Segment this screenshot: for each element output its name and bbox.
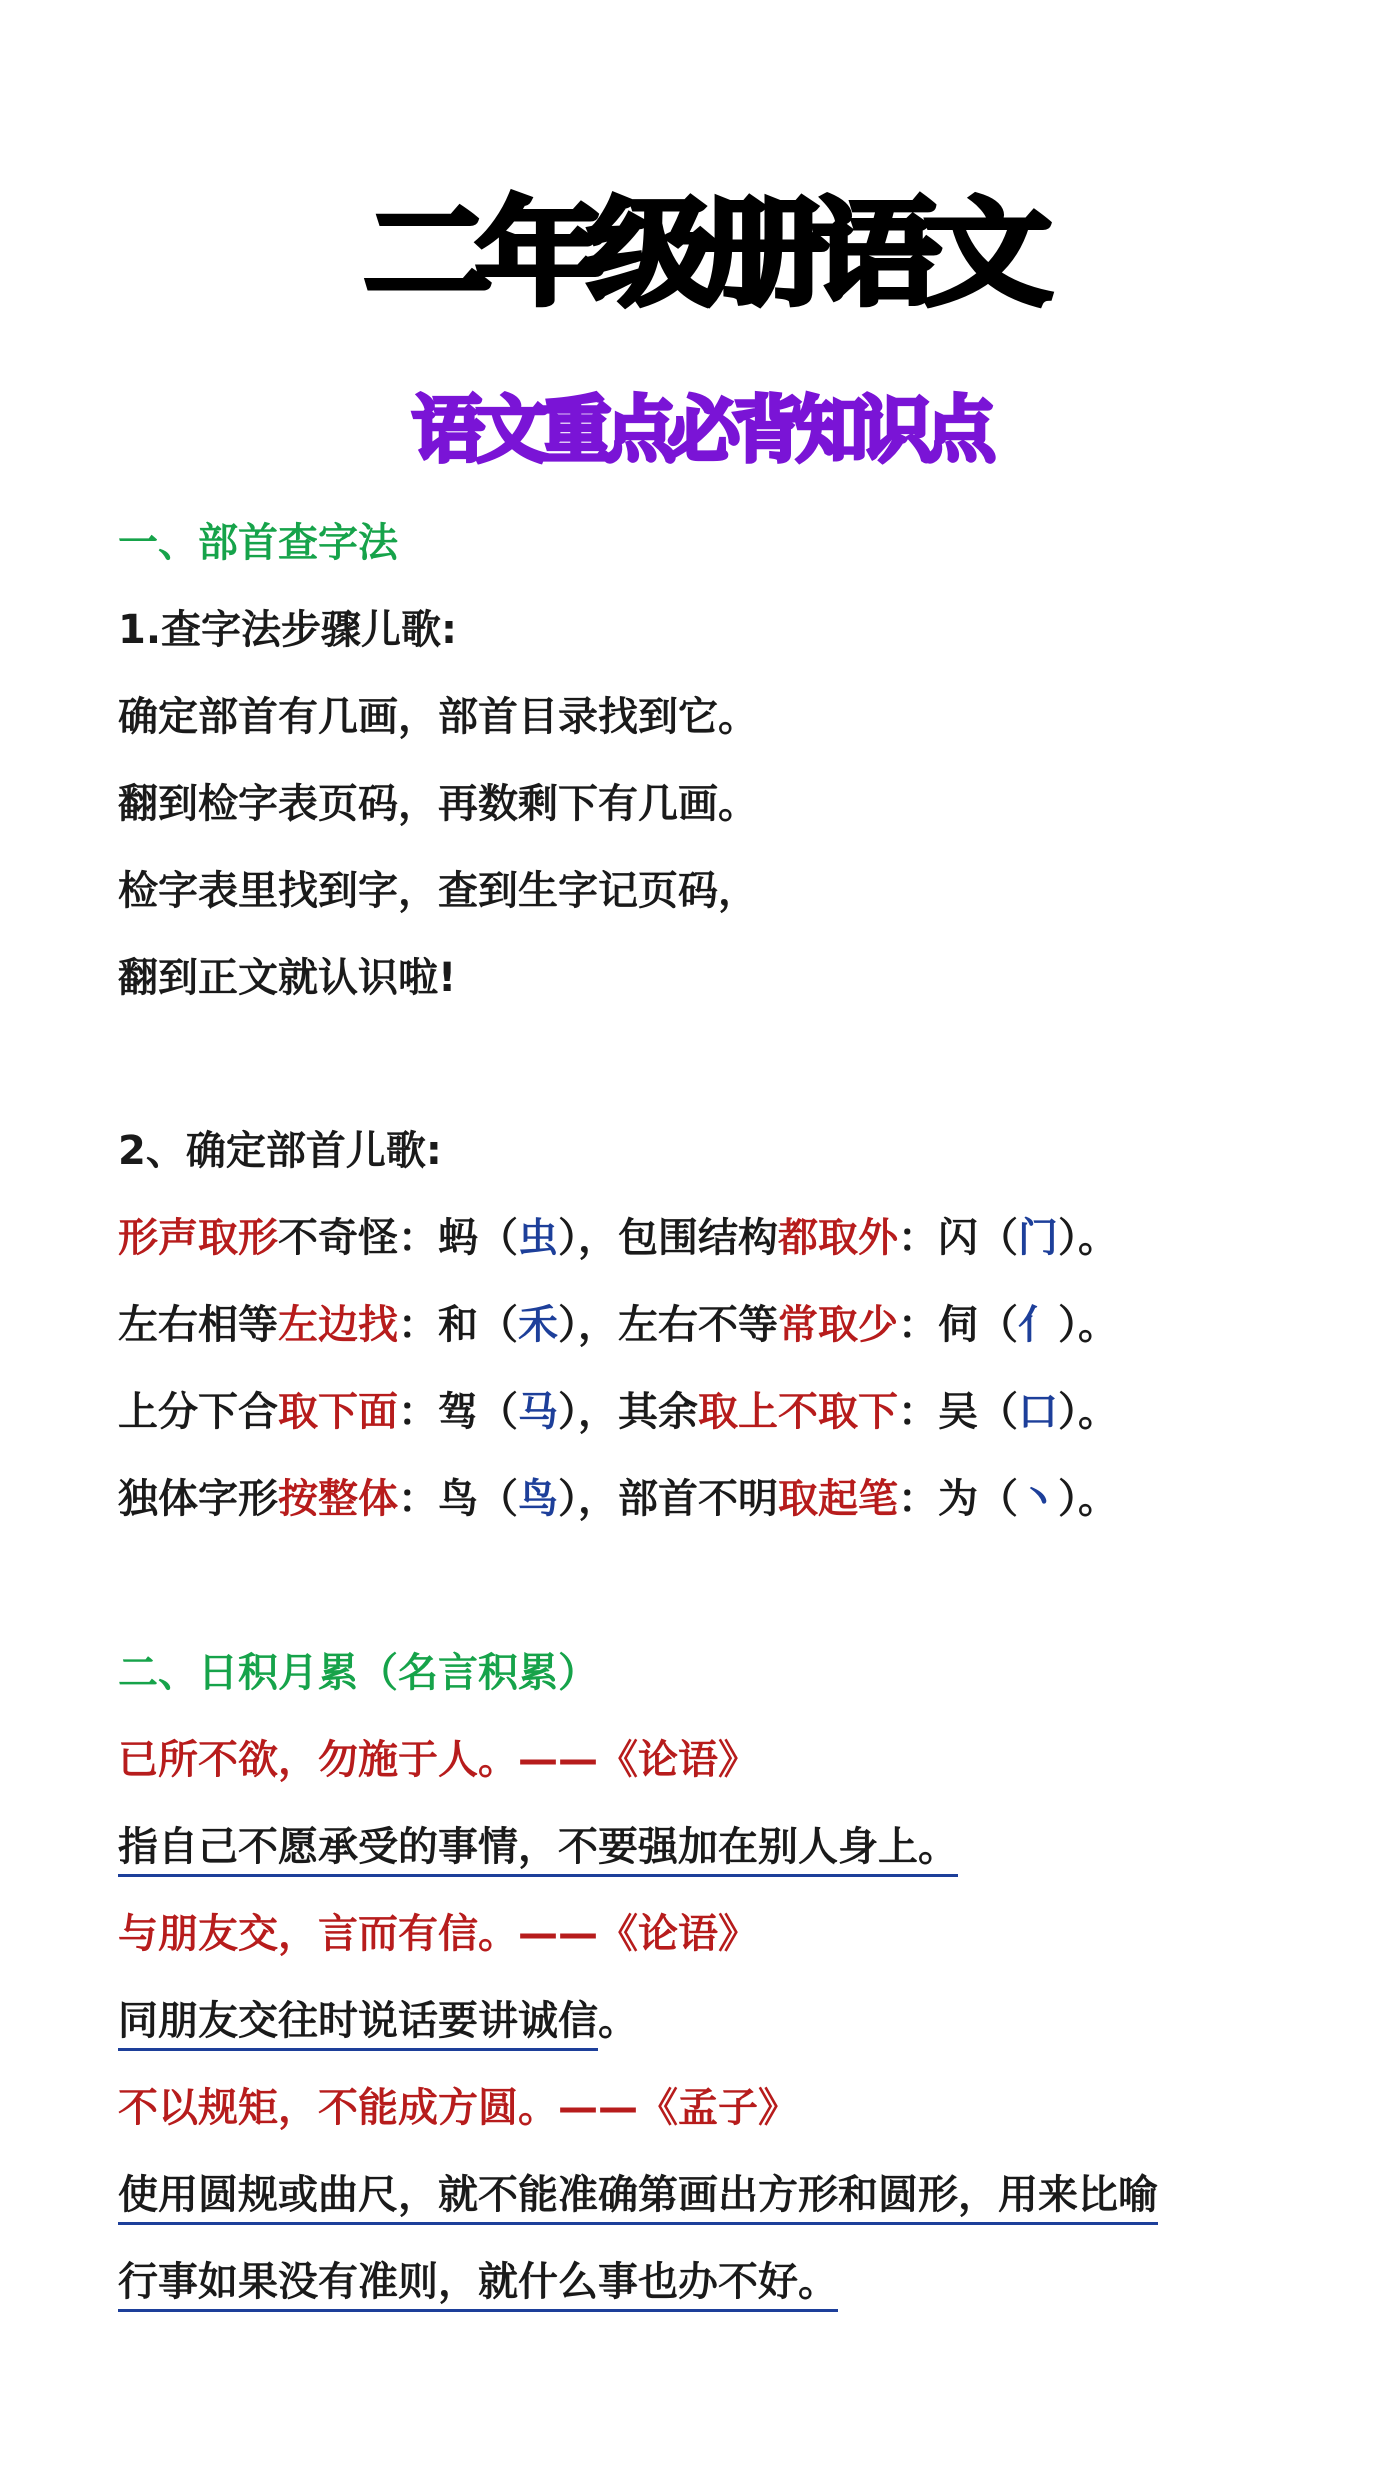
quote-line: 不以规矩，不能成方圆。——《孟子》 <box>118 2085 798 2131</box>
radical: 禾 <box>518 1302 558 1348</box>
explanation-punct: 。 <box>598 1998 638 2044</box>
rhyme-text: ：和（ <box>398 1302 518 1348</box>
rhyme-text: 左右相等 <box>118 1302 278 1348</box>
rhyme-keyword: 左边找 <box>278 1302 398 1348</box>
rhyme-text: 独体字形 <box>118 1476 278 1522</box>
quote-explanation <box>118 2254 838 2310</box>
rhyme-keyword: 按整体 <box>278 1476 398 1522</box>
rhyme-text: 不奇怪：蚂（ <box>278 1215 518 1261</box>
quote-explanation <box>118 1819 958 1875</box>
quote-explanation <box>118 2167 1158 2223</box>
step-line: 翻到正文就认识啦! <box>118 955 457 1001</box>
rhyme-keyword: 都取外 <box>778 1215 898 1261</box>
quote-explanation <box>118 1993 638 2049</box>
radical: 丶 <box>1018 1476 1058 1522</box>
rhyme-keyword: 形声取形 <box>118 1215 278 1261</box>
quote-line: 与朋友交，言而有信。——《论语》 <box>118 1911 758 1957</box>
radical: 虫 <box>518 1215 558 1261</box>
rhyme-text: ）。 <box>1058 1389 1118 1435</box>
rhyme-text: ），包围结构 <box>558 1215 778 1261</box>
rhyme-text: ：驾（ <box>398 1389 518 1435</box>
radical: 亻 <box>1018 1302 1058 1348</box>
explanation-text: 使用圆规或曲尺，就不能准确第画出方形和圆形，用来比喻 <box>118 2172 1158 2225</box>
rhyme-line <box>118 1384 1118 1440</box>
rhyme-line <box>118 1210 1118 1266</box>
radical: 门 <box>1018 1215 1058 1261</box>
radical: 马 <box>518 1389 558 1435</box>
page-title: 二年级册语文 <box>363 187 1036 322</box>
step-title: 1.查字法步骤儿歌: <box>118 607 458 653</box>
rhyme-title: 2、确定部首儿歌: <box>118 1128 442 1174</box>
rhyme-text: 上分下合 <box>118 1389 278 1435</box>
rhyme-text: ：吴（ <box>898 1389 1018 1435</box>
quote-line: 已所不欲，勿施于人。——《论语》 <box>118 1737 758 1783</box>
rhyme-text: ：鸟（ <box>398 1476 518 1522</box>
rhyme-text: ）。 <box>1058 1215 1118 1261</box>
rhyme-text: ），其余 <box>558 1389 698 1435</box>
rhyme-text: ）。 <box>1058 1476 1118 1522</box>
radical: 口 <box>1018 1389 1058 1435</box>
explanation-text: 指自己不愿承受的事情，不要强加在别人身上。 <box>118 1824 958 1877</box>
rhyme-keyword: 常取少 <box>778 1302 898 1348</box>
step-line: 翻到检字表页码，再数剩下有几画。 <box>118 781 758 827</box>
section-heading-quotes: 二、日积月累（名言积累） <box>118 1650 598 1696</box>
rhyme-text: ），部首不明 <box>558 1476 778 1522</box>
page-subtitle: 语文重点必背知识点 <box>411 388 988 472</box>
rhyme-text: ：伺（ <box>898 1302 1018 1348</box>
rhyme-line <box>118 1471 1118 1527</box>
rhyme-text: ：为（ <box>898 1476 1018 1522</box>
section-heading-radical-lookup: 一、部首查字法 <box>118 520 398 566</box>
explanation-text: 同朋友交往时说话要讲诚信 <box>118 1998 598 2051</box>
rhyme-text: ），左右不等 <box>558 1302 778 1348</box>
step-line: 确定部首有几画，部首目录找到它。 <box>118 694 758 740</box>
step-line: 检字表里找到字，查到生字记页码， <box>118 868 758 914</box>
radical: 鸟 <box>518 1476 558 1522</box>
explanation-text: 行事如果没有准则，就什么事也办不好。 <box>118 2259 838 2312</box>
rhyme-keyword: 取下面 <box>278 1389 398 1435</box>
rhyme-text: ）。 <box>1058 1302 1118 1348</box>
rhyme-line <box>118 1297 1118 1353</box>
rhyme-keyword: 取上不取下 <box>698 1389 898 1435</box>
rhyme-keyword: 取起笔 <box>778 1476 898 1522</box>
rhyme-text: ：闪（ <box>898 1215 1018 1261</box>
